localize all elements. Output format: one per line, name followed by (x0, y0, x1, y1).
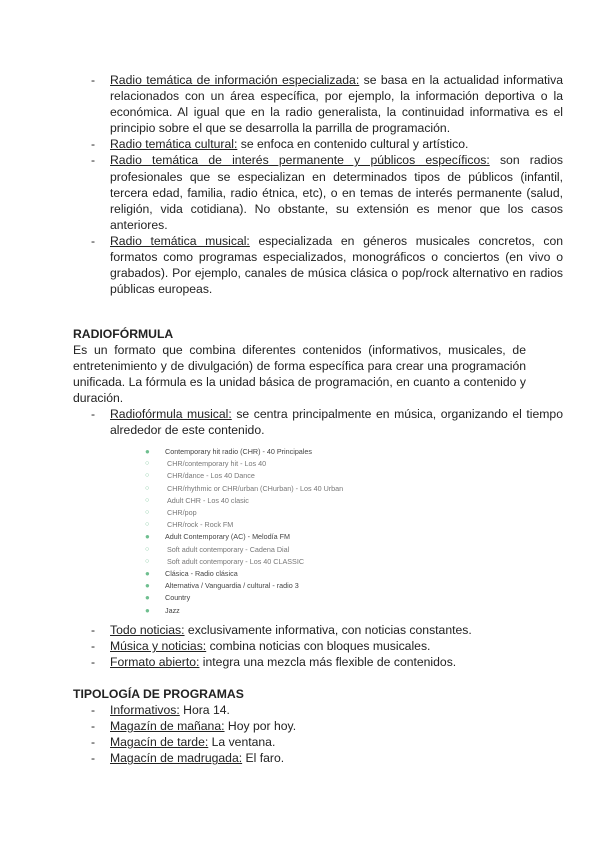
list-item: ● Country (145, 593, 191, 603)
item-label: Radio temática cultural: (110, 137, 238, 152)
item-text: se centra principalmente en música, organizando el tiempo alrededor de este contenido. (110, 407, 563, 438)
item-text: Hoy por hoy. (224, 719, 297, 734)
item-text: especializada en géneros musicales concretos, con formatos como programas especializados, monográficos o conciertos (en vivo o grabados). Por ejemplo, canales de música clásica o pop/rock alternativo en radios públicas europeas. (110, 233, 563, 297)
list-item: - Informativos: Hora 14. (91, 703, 230, 717)
list-item: ○ Soft adult contemporary - Los 40 CLASSIC (145, 556, 305, 566)
item-text: se basa en la actualidad informativa relacionados con un área específica, por ejemplo, la información deportiva o la económica. Al igual que en la radio generalista, la continuidad informativa es el principio sobre el que se desarrolla la parrilla de programación. (110, 73, 563, 136)
list-item: ● Clásica - Radio clásica (145, 569, 238, 579)
tipologia-section (0, 686, 563, 766)
list-item: - Radio temática de información especializada: se basa en la actualidad informativa relacionados con un área específica, por ejemplo, la información deportiva o la económica. Al igual que en la radio generalista, la continuidad informativa es el principio sobre el que se desarrolla la parrilla de programación. (91, 73, 563, 136)
list-item: - Radio temática de interés permanente y públicos específicos: son radios profesionales que se especializan en determinados tipos de públicos (infantil, tercera edad, familia, radio étnica, etc), o en temas de interés permanente (salud, religión, vida cotidiana). No obstante, su extensión es menor que los casos anteriores. (91, 153, 564, 232)
item-text: se enfoca en contenido cultural y artístico. (237, 137, 469, 152)
list-item: ● Adult Contemporary (AC) - Melodía FM (145, 532, 291, 542)
item-text: son radios profesionales que se especializan en determinados tipos de públicos (infantil, tercera edad, familia, radio étnica, etc), o en temas de interés permanente (salud, religión, vida cotidiana). No obstante, su extensión es menor que los casos anteriores. (110, 153, 564, 232)
item-label: Música y noticias: (110, 639, 207, 654)
item-text: combina noticias con bloques musicales. (206, 639, 431, 654)
list-item: - Música y noticias: combina noticias con bloques musicales. (91, 639, 431, 654)
list-item: - Magazín de mañana: Hoy por hoy. (91, 719, 297, 734)
radioformula-section (0, 326, 563, 439)
item-label: Magacín de tarde: (110, 735, 209, 750)
item-text: Hora 14. (179, 703, 230, 717)
item-label: Formato abierto: (110, 655, 200, 670)
list-item: - Radio temática musical: especializada en géneros musicales concretos, con formatos como programas especializados, monográficos o conciertos (en vivo o grabados). Por ejemplo, canales de música clásica o pop/rock alternativo en radios públicas europeas. (91, 233, 563, 297)
item-label: Magacín de madrugada: (110, 751, 243, 766)
list-item: - Magacín de tarde: La ventana. (91, 735, 276, 750)
section-paragraph: Es un formato que combina diferentes contenidos (informativos, musicales, de entretenimiento y de divulgación) de forma específica para crear una programación unificada. La fórmula es la unidad básica de programación, en cuanto a contenido y duración. (73, 343, 526, 406)
section-heading: RADIOFÓRMULA (73, 327, 174, 341)
list-item: ○ Adult CHR - Los 40 clasic (145, 495, 249, 505)
item-text: El faro. (242, 751, 285, 766)
list-item: ○ CHR/rhythmic or CHR/urban (CHurban) - Los 40 Urban (145, 483, 344, 493)
item-label: Radiofórmula musical: (110, 407, 232, 422)
list-item: - Radio temática cultural: se enfoca en contenido cultural y artístico. (91, 137, 469, 152)
list-item: - Magacín de madrugada: El faro. (91, 751, 285, 766)
list-item: - Radiofórmula musical: se centra principalmente en música, organizando el tiempo alrededor de este contenido. (91, 407, 563, 438)
format-list (0, 622, 563, 670)
item-text: La ventana. (208, 735, 276, 750)
item-text: integra una mezcla más flexible de contenidos. (199, 655, 457, 670)
list-item: ● Alternativa / Vanguardia / cultural - radio 3 (145, 581, 299, 591)
item-label: Magazín de mañana: (110, 719, 225, 734)
list-item: ● Jazz (145, 605, 180, 615)
item-label: Radio temática musical: (110, 233, 250, 248)
list-item: ○ CHR/rock - Rock FM (145, 520, 234, 530)
list-item: ○ CHR/dance - Los 40 Dance (145, 471, 255, 481)
list-item: ○ CHR/contemporary hit - Los 40 (145, 459, 267, 469)
thematic-radio-list (0, 72, 563, 297)
item-label: Informativos: (110, 703, 180, 717)
music-format-list (0, 446, 600, 617)
list-item: - Todo noticias: exclusivamente informativa, con noticias constantes. (91, 623, 472, 637)
list-item: ● Contemporary hit radio (CHR) - 40 Principales (145, 447, 312, 456)
section-heading: TIPOLOGÍA DE PROGRAMAS (73, 687, 244, 701)
item-label: Radio temática de interés permanente y públicos específicos: (110, 153, 490, 168)
item-label: Radio temática de información especializada: (110, 73, 360, 87)
list-item: ○ CHR/pop (145, 508, 197, 518)
item-text: exclusivamente informativa, con noticias constantes. (184, 623, 472, 637)
list-item: - Formato abierto: integra una mezcla más flexible de contenidos. (91, 655, 457, 670)
item-label: Todo noticias: (110, 623, 185, 637)
list-item: ○ Soft adult contemporary - Cadena Dial (145, 544, 290, 554)
